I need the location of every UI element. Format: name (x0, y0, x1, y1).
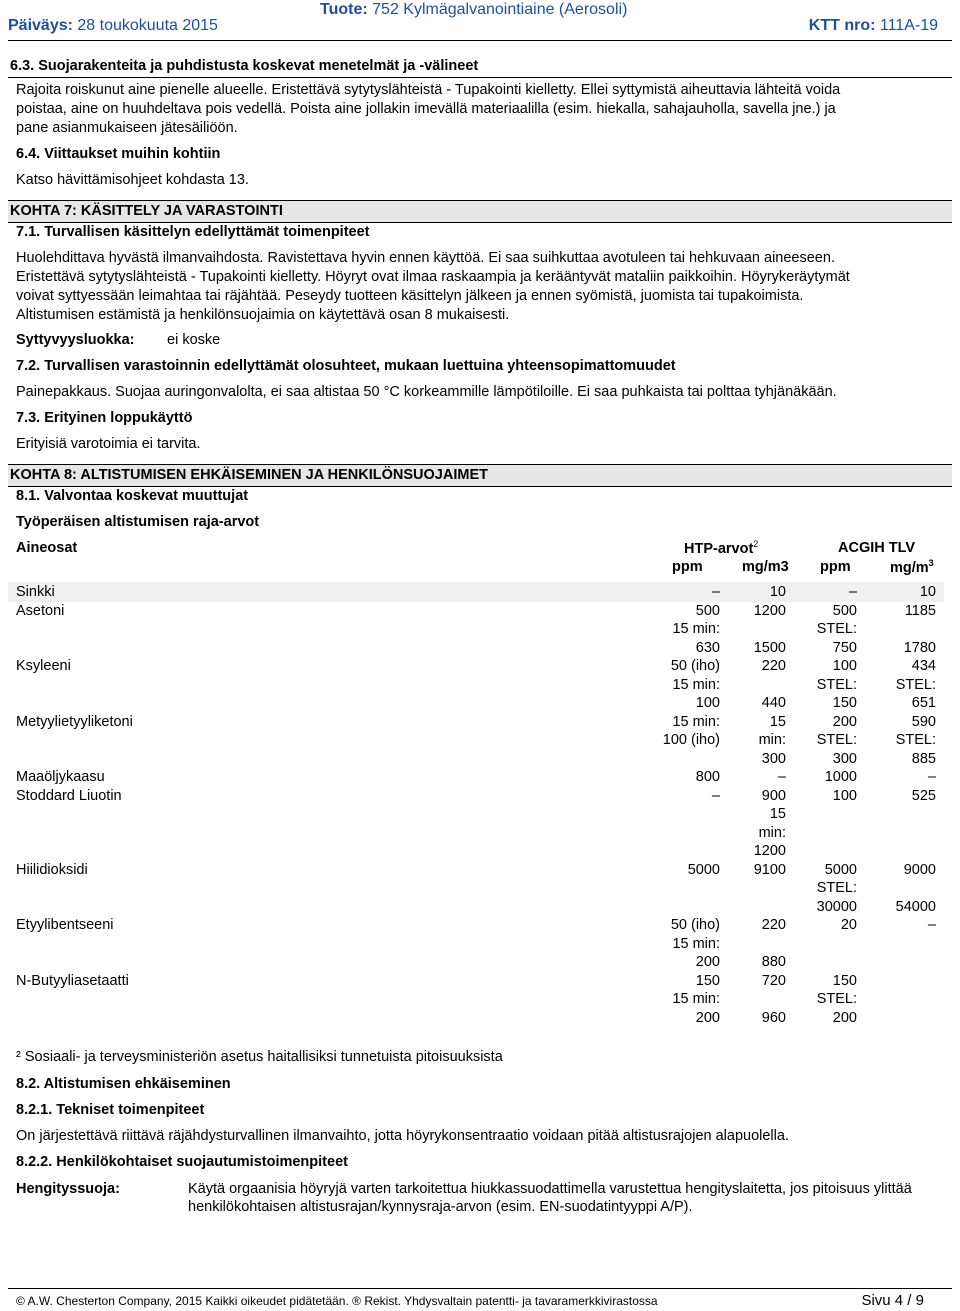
table-cell-value: 100 (695, 695, 720, 711)
table-cell-value: 880 (761, 954, 786, 970)
table-cell-value: 500 (832, 602, 857, 619)
th-ppm1: ppm (672, 559, 703, 575)
table-cell-value: 440 (761, 695, 786, 711)
header-product (320, 0, 627, 21)
table-cell-value: 525 (911, 787, 936, 804)
footer-copyright: © A.W. Chesterton Company, 2015 Kaikki oikeudet pidätetään. ® Rekist. Yhdysvaltain patentti- ja tavaramerkkivirastossa (16, 1294, 658, 1308)
table-cell-value: STEL: (816, 991, 857, 1007)
table-cell-value: 651 (911, 695, 936, 711)
s63-line1: Rajoita roiskunut aine pienelle alueelle. Eristettävä sytytyslähteistä - Tupakointi kielletty. Ellei syttymistä aiheuttavia lähteitä voida (16, 82, 841, 98)
s63-line3: pane asianmukaiseen jätesäiliöön. (16, 120, 238, 136)
table-cell-value: 9100 (753, 861, 786, 878)
table-cell-value: 720 (761, 972, 786, 989)
s64-title: 6.4. Viittaukset muihin kohtiin (16, 146, 221, 162)
s71-line4: Altistumisen estämistä ja henkilönsuojaimia on käytettävä osan 8 mukaisesti. (16, 307, 510, 323)
table-cell-value: 1780 (903, 639, 936, 656)
table-cell-value: 1500 (753, 639, 786, 656)
table-cell-value: STEL: (895, 732, 936, 748)
table-cell-value: 15 (769, 806, 786, 822)
table-cell-value: 1200 (753, 843, 786, 859)
table-cell-value: 150 (832, 695, 857, 711)
table-cell-substance: Etyylibentseeni (16, 917, 114, 933)
table-cell-value: 200 (832, 713, 857, 730)
table-cell-substance: Hiilidioksidi (16, 861, 88, 878)
table-cell-value: – (848, 584, 857, 600)
date-value: 28 toukokuuta 2015 (77, 17, 218, 34)
table-cell-substance: Sinkki (16, 584, 55, 600)
s821-title: 8.2.1. Tekniset toimenpiteet (16, 1102, 205, 1118)
table-cell-value: 900 (761, 787, 786, 804)
footnote: ² Sosiaali- ja terveysministeriön asetus haitallisiksi tunnetuista pitoisuuksista (16, 1049, 503, 1065)
table-cell-value: 750 (832, 639, 857, 656)
product-value: 752 Kylmägalvanointiaine (Aerosoli) (372, 1, 628, 18)
table-cell-value: 200 (695, 954, 720, 970)
table-cell-value: 20 (840, 917, 857, 933)
ktt-value: 111A-19 (879, 17, 938, 34)
ktt-label: KTT nro: (808, 17, 876, 34)
table-cell-substance: Asetoni (16, 602, 65, 619)
table-cell-value: STEL: (816, 880, 857, 896)
table-row-shade (8, 582, 944, 602)
table-cell-value: STEL: (816, 732, 857, 748)
flammability-label: Syttyvyysluokka: (16, 332, 135, 348)
section7-bar: KOHTA 7: KÄSITTELY JA VARASTOINTI (8, 200, 952, 223)
th-mgm2-sup: 3 (928, 558, 934, 568)
th-ppm2: ppm (820, 559, 851, 575)
table-cell-substance: N-Butyyliasetaatti (16, 972, 129, 989)
table-cell-substance: Metyylietyyliketoni (16, 713, 133, 730)
table-cell-value: 434 (911, 658, 936, 674)
s71-line3: voivat syttyessään leimahtaa tai räjähtää. Peseydy tuotteen käsittelyn jälkeen ja ennen syömistä, juomista tai tupakoimista. (16, 288, 804, 304)
table-cell-value: 15 min: (672, 991, 720, 1007)
product-label: Tuote: (320, 1, 368, 18)
date-label: Päiväys: (8, 17, 73, 34)
th-mgm2 (890, 558, 934, 578)
th-acgih: ACGIH TLV (838, 540, 916, 556)
limits-title: Työperäisen altistumisen raja-arvot (16, 514, 260, 530)
s71-line2: Eristettävä sytytyslähteistä - Tupakointi kielletty. Höyryt ovat ilmaa raskaampia ja kerääntyvät mataliin paikkoihin. Höyrykeräytymät (16, 269, 850, 285)
table-cell-value: 15 min: (672, 676, 720, 693)
table-cell-value: 50 (iho) (670, 658, 720, 674)
table-cell-value: 590 (911, 713, 936, 730)
table-cell-value: 300 (832, 750, 857, 767)
table-cell-substance: Maaöljykaasu (16, 769, 105, 785)
respiratory-line2: henkilökohtaisen altistusrajan/kynnysraja-arvon (esim. EN-suodatintyyppi A/P). (188, 1199, 693, 1215)
table-cell-value: 15 (769, 713, 786, 730)
table-cell-value: 150 (695, 972, 720, 989)
header-divider (8, 40, 952, 41)
respiratory-label: Hengityssuoja: (16, 1181, 120, 1197)
table-cell-value: 800 (695, 769, 720, 785)
s71-title: 7.1. Turvallisen käsittelyn edellyttämät toimenpiteet (16, 224, 370, 240)
table-cell-value: 9000 (903, 861, 936, 878)
th-mgm2-label: mg/m (890, 559, 929, 576)
table-cell-value: STEL: (895, 676, 936, 693)
table-cell-value: 15 min: (672, 621, 720, 637)
page-number: Sivu 4 / 9 (861, 1292, 924, 1309)
table-cell-value: 960 (761, 1009, 786, 1026)
table-cell-value: 220 (761, 917, 786, 933)
table-cell-value: 150 (832, 972, 857, 989)
table-cell-substance: Ksyleeni (16, 658, 71, 674)
th-substance: Aineosat (16, 540, 78, 556)
s822-title: 8.2.2. Henkilökohtaiset suojautumistoimenpiteet (16, 1154, 348, 1170)
table-cell-value: 54000 (895, 898, 936, 915)
table-cell-value: – (711, 584, 720, 600)
table-cell-value: 300 (761, 750, 786, 767)
s72-text: Painepakkaus. Suojaa auringonvalolta, ei saa altistaa 50 °C korkeammille lämpötiloille. Ei saa puhkaista tai polttaa tyhjänäkään. (16, 384, 837, 400)
th-htp-sup: 2 (753, 539, 759, 549)
s81-title: 8.1. Valvontaa koskevat muuttujat (16, 488, 249, 504)
s63-title: 6.3. Suojarakenteita ja puhdistusta koskevat menetelmät ja -välineet (8, 56, 952, 78)
table-cell-value: min: (758, 824, 786, 841)
table-cell-value: 15 min: (672, 713, 720, 730)
table-cell-value: 100 (iho) (662, 732, 720, 748)
table-cell-value: 200 (832, 1009, 857, 1026)
table-cell-value: STEL: (816, 621, 857, 637)
table-cell-value: 100 (832, 787, 857, 804)
s71-line1: Huolehdittava hyvästä ilmanvaihdosta. Ravistettava hyvin ennen käyttöä. Ei saa suihkuttaa avotuleen tai hehkuvaan aineeseen. (16, 250, 835, 266)
s72-title: 7.2. Turvallisen varastoinnin edellyttämät olosuhteet, mukaan luettuina yhteensopimattomuudet (16, 358, 676, 374)
table-cell-value: 5000 (824, 861, 857, 878)
header-date (8, 16, 218, 37)
table-cell-value: – (777, 769, 786, 785)
table-cell-value: 100 (832, 658, 857, 674)
table-cell-substance: Stoddard Liuotin (16, 787, 122, 804)
s63-line2: poistaa, aine on huuhdeltava pois vedellä. Poista aine jollakin imevällä materiaalilla (esim. hiekalla, sahajauholla, savella jne.) ja (16, 101, 836, 117)
flammability-value: ei koske (167, 332, 221, 348)
s73-title: 7.3. Erityinen loppukäyttö (16, 410, 193, 426)
table-cell-value: 15 min: (672, 935, 720, 952)
header-ktt (809, 16, 938, 37)
footer-divider (8, 1288, 952, 1289)
table-cell-value: 5000 (687, 861, 720, 878)
s821-text: On järjestettävä riittävä räjähdysturvallinen ilmanvaihto, jotta höyrykonsentraatio voidaan pitää altistusrajojen alapuolella. (16, 1128, 789, 1144)
table-cell-value: 220 (761, 658, 786, 674)
table-cell-value: 30000 (816, 898, 857, 915)
table-cell-value: 630 (695, 639, 720, 656)
section8-bar: KOHTA 8: ALTISTUMISEN EHKÄISEMINEN JA HENKILÖNSUOJAIMET (8, 464, 952, 487)
table-cell-value: 1185 (904, 602, 936, 619)
table-cell-value: 500 (695, 602, 720, 619)
th-htp-label: HTP-arvot (684, 540, 754, 557)
th-htp (684, 539, 758, 559)
table-cell-value: 10 (919, 584, 936, 600)
table-cell-value: 200 (695, 1009, 720, 1026)
table-cell-value: – (927, 917, 936, 933)
s64-text: Katso hävittämisohjeet kohdasta 13. (16, 172, 249, 188)
table-cell-value: 50 (iho) (670, 917, 720, 933)
table-cell-value: – (711, 787, 720, 804)
table-cell-value: 1000 (824, 769, 857, 785)
th-mgm1: mg/m3 (742, 559, 789, 575)
table-cell-value: 10 (769, 584, 786, 600)
table-cell-value: min: (758, 732, 786, 748)
table-cell-value: STEL: (816, 676, 857, 693)
table-cell-value: – (927, 769, 936, 785)
respiratory-line1: Käytä orgaanisia höyryjä varten tarkoitettua hiukkassuodattimella varustettua hengityslaitetta, jos pitoisuus ylittää (188, 1181, 912, 1197)
table-cell-value: 885 (911, 750, 936, 767)
table-cell-value: 1200 (753, 602, 786, 619)
s73-text: Erityisiä varotoimia ei tarvita. (16, 436, 201, 452)
s82-title: 8.2. Altistumisen ehkäiseminen (16, 1076, 231, 1092)
